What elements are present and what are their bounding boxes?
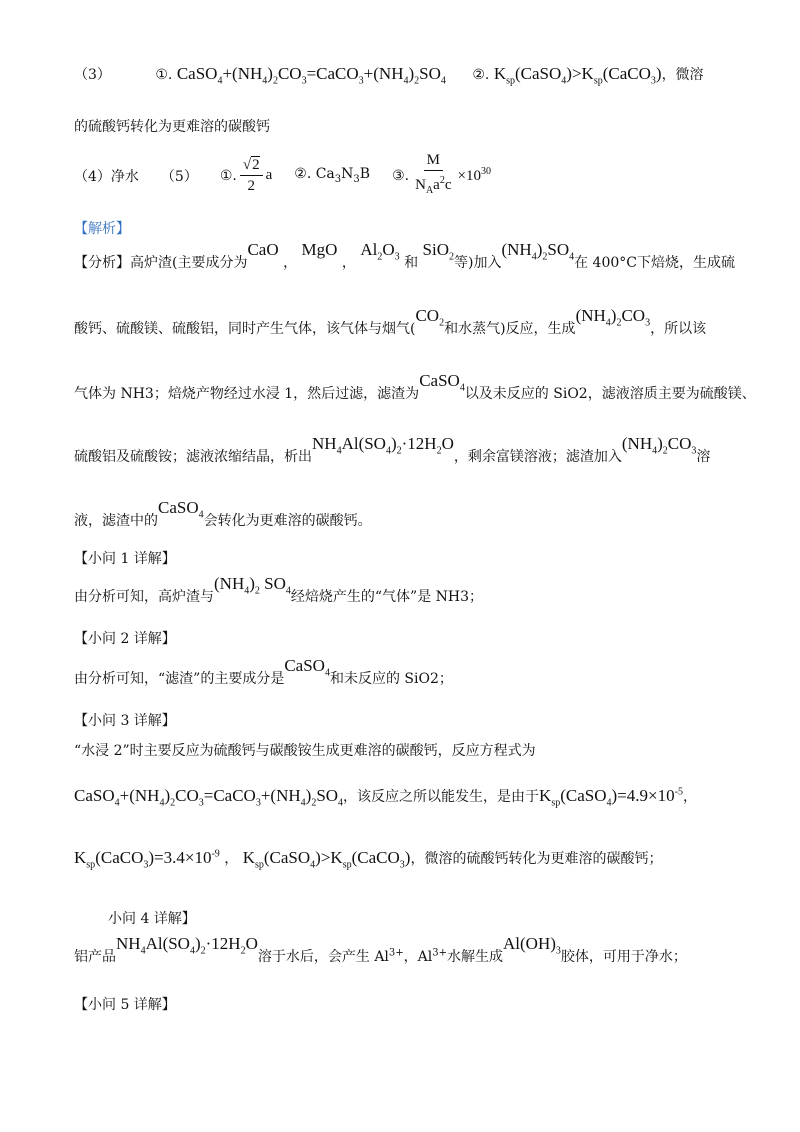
density-fraction: $\frac{M}{N_Aa^2c}$ [415,152,452,196]
q1-text: 由分析可知，高炉渣与$(NH_4)_2$ $SO_4$经焙烧产生的“气体”是 NH3； [74,574,484,605]
choice-marker: ①. [155,67,173,83]
text: ，微溶 [661,67,704,83]
q1-title: 【小问 1 详解】 [74,551,176,567]
variable-a: a [265,167,273,183]
q2-text: 由分析可知，“滤渣”的主要成分是CaSO$_4$和未反应的 SiO2； [74,656,453,687]
analysis-line-2: 酸钙、硫酸镁、硫酸铝，同时产生气体，该气体与烟气($CO_2$和水蒸气)反应，生成$(NH_4)_2CO_3$，所以该 [74,306,707,337]
answer-number: （5） [160,168,198,185]
analysis-line-4: 硫酸铝及硫酸铵；滤液浓缩结晶，析出$NH_4Al(SO_4)_2\cdot 12H_2O$，剩余富镁溶液；滤渣加入$(NH_4)_2CO_3$溶 [74,434,711,465]
fraction-sqrt2-over-2: $\frac{√2}{2}$ [240,155,263,196]
q3-equation-line: $CaSO_4+(NH_4)_2CO_3=CaCO_3+(NH_4)_2SO_4$，该反应之所以能发生，是由于$K_{sp}(CaSO_4)=4.9\times 10^{-5}$， [74,786,697,809]
q5-title: 【小问 5 详解】 [74,997,176,1013]
choice-marker: ③. [392,167,410,184]
power-of-ten: $\times 10^{30}$ [457,166,491,184]
equation: $CaSO_4+(NH_4)_2CO_3=CaCO_3+(NH_4)_2SO_4$ [176,64,446,87]
q4-text: 铝产品$NH_4Al(SO_4)_2\cdot 12H_2O$溶于水后，会产生 $Al^{3+}$，$Al^{3+}$水解生成$Al(OH)_3$胶体，可用于净水； [74,934,687,965]
choice-marker: ②. [472,67,490,83]
q2-title: 【小问 2 详解】 [74,631,176,647]
analysis-line-1: 【分析】高炉渣(主要成分为CaO ， MgO ， $Al_2O_3$ 和 SiO$_2$等)加入$(NH_4)_2SO_4$在 400°C下焙烧，生成硫 [74,240,735,271]
answer-line-cont: 的硫酸钙转化为更难溶的碳酸钙 [74,119,270,135]
q3-ksp-line: $K_{sp}(CaCO_3)=3.4\times 10^{-9}$ ， $K_{sp}(CaSO_4)>K_{sp}(CaCO_3)$，微溶的硫酸钙转化为更难溶的碳酸钙； [74,848,663,871]
answer-number: （3） [74,67,111,83]
choice-formula: ②. $Ca_3N_3B$ [294,166,371,185]
q3-intro: “水浸 2”时主要反应为硫酸钙与碳酸铵生成更难溶的碳酸钙，反应方程式为 [74,743,536,759]
analysis-line-3: 气体为 NH3；焙烧产物经过水浸 1，然后过滤，滤渣为CaSO$_4$以及未反应的 SiO2，滤液溶质主要为硫酸镁、 [74,371,756,402]
answer-line-4-5 [74,150,491,201]
q4-title: 小问 4 详解】 [108,911,196,927]
choice-marker: ①. [219,167,237,184]
answer-line-3 [74,64,704,86]
answer-number: （4）净水 [74,168,139,185]
analysis-heading: 【解析】 [74,221,130,237]
analysis-line-5: 液，滤渣中的CaSO$_4$会转化为更难溶的碳酸钙。 [74,498,372,529]
q3-title: 【小问 3 详解】 [74,713,176,729]
ksp-comparison: $K_{sp}(CaSO_4)>K_{sp}(CaCO_3)$ [493,64,662,87]
